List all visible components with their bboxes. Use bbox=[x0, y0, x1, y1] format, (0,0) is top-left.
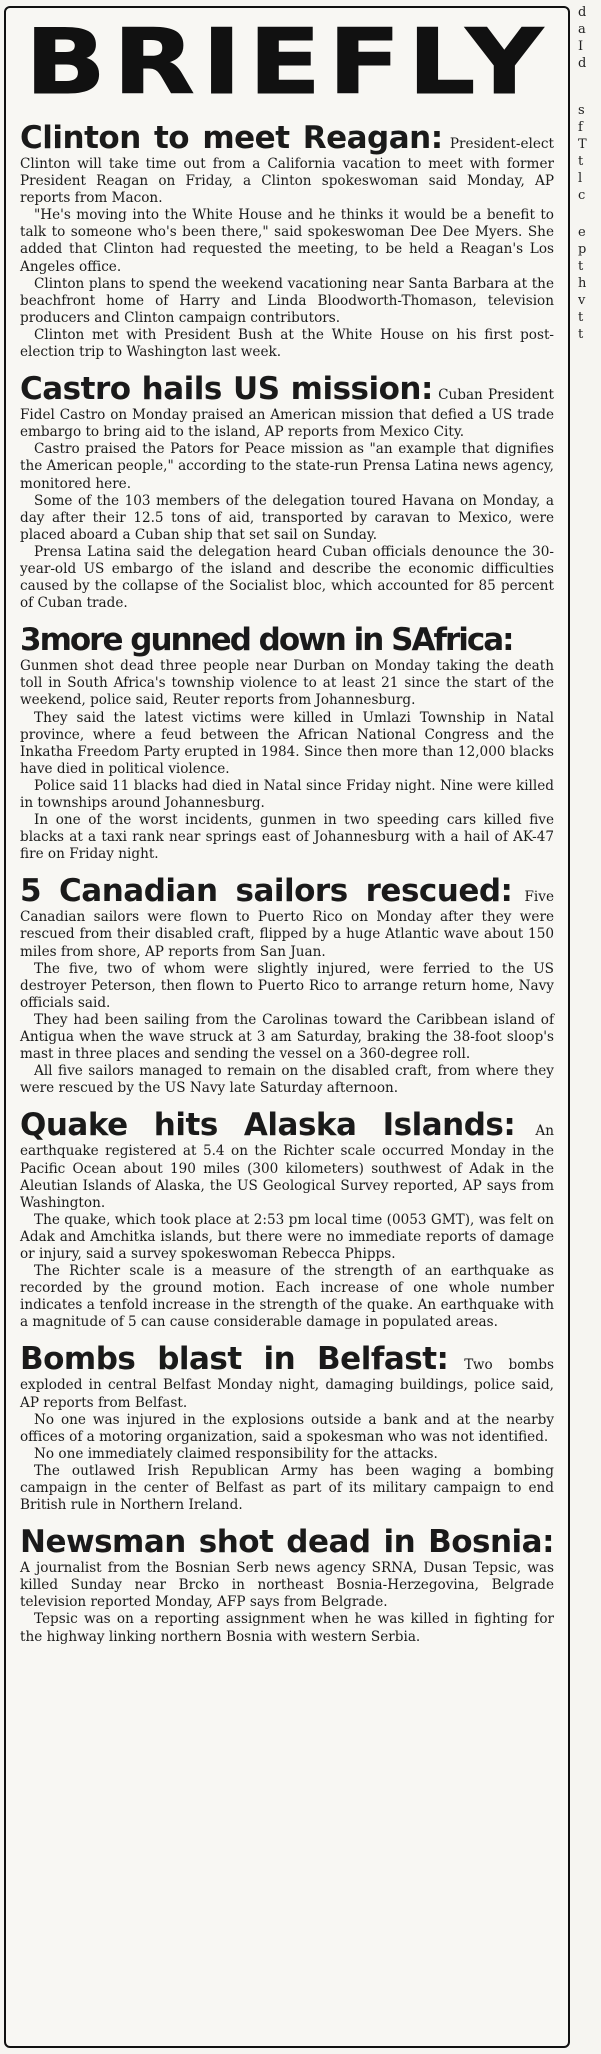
fragment-letter: d bbox=[578, 56, 587, 71]
story-paragraph: Clinton met with President Bush at the White House on his first post-election trip to Washington last week. bbox=[20, 326, 554, 361]
news-story bbox=[20, 371, 554, 612]
fragment-letter: s bbox=[578, 103, 585, 118]
story-headline: Castro hails US mission: bbox=[20, 371, 433, 408]
story-paragraph: The Richter scale is a measure of the strength of an earthquake as recorded by the ground motion. Each increase of one whole number indicates a tenfold increase in the strength of the quake. An earthquake with a magnitude of 5 can cause considerable damage in populated areas. bbox=[20, 1263, 554, 1331]
story-paragraph: No one was injured in the explosions outside a bank and at the nearby offices of a motoring organization, said a spokesman who was not identified. bbox=[20, 1411, 554, 1445]
story-paragraph: No one immediately claimed responsibility for the attacks. bbox=[34, 1445, 438, 1462]
fragment-letter: c bbox=[578, 188, 586, 203]
story-paragraph: "He's moving into the White House and he thinks it would be a benefit to talk to someone who's been there," said spokeswoman Dee Dee Myers. She added that Clinton had requested the meeting, to be held a Reagan's Los Angeles office. bbox=[20, 207, 554, 275]
story-paragraph: Some of the 103 members of the delegation toured Havana on Monday, a day after their 12.5 tons of aid, transported by caravan to Mexico, were placed aboard a Cuban ship that set sail on Sunday. bbox=[20, 492, 554, 543]
story-headline: 3more gunned down in SAfrica: bbox=[20, 622, 513, 659]
story-headline: Newsman shot dead in Bosnia: bbox=[20, 1524, 554, 1561]
fragment-letter: h bbox=[578, 276, 587, 291]
story-paragraph: The quake, which took place at 2:53 pm local time (0053 GMT), was felt on Adak and Amchitka islands, but there were no immediate reports of damage or injury, said a survey spokeswoman Rebecca Phipps. bbox=[20, 1211, 554, 1262]
fragment-letter: l bbox=[578, 171, 583, 186]
fragment-letter: e bbox=[578, 225, 586, 240]
story-paragraph: Police said 11 blacks had died in Natal since Friday night. Nine were killed in townships around Johannesburg. bbox=[20, 777, 554, 811]
fragment-letter: T bbox=[578, 137, 587, 152]
story-paragraph: The five, two of whom were slightly injured, were ferried to the US destroyer Peterson, then flown to Puerto Rico to arrange return home, Navy officials said. bbox=[20, 960, 554, 1011]
story-paragraph: Tepsic was on a reporting assignment when he was killed in fighting for the highway linking northern Bosnia with western Serbia. bbox=[20, 1611, 554, 1645]
story-paragraph: Five Canadian sailors were flown to Puerto Rico on Monday after they were rescued from their disabled craft, flipped by a huge Atlantic wave about 150 miles from shore, AP reports from San Juan. bbox=[20, 889, 554, 960]
story-headline: Clinton to meet Reagan: bbox=[20, 120, 443, 156]
fragment-letter: t bbox=[578, 327, 584, 342]
story-paragraph: All five sailors managed to remain on the disabled craft, from where they were rescued by the US Navy late Saturday afternoon. bbox=[20, 1063, 554, 1097]
adjacent-column-fragment bbox=[578, 0, 601, 2054]
story-paragraph: The outlawed Irish Republican Army has been waging a bombing campaign in the center of Belfast as part of its military campaign to end British rule in Northern Ireland. bbox=[20, 1462, 554, 1514]
story-paragraph: Cuban President Fidel Castro on Monday praised an American mission that defied a US trade embargo to bring aid to the island, AP reports from Mexico City. bbox=[20, 387, 554, 441]
story-paragraph: A journalist from the Bosnian Serb news agency SRNA, Dusan Tepsic, was killed Sunday near Brcko in northeast Bosnia-Herzegovina, Belgrade television reported Monday, AFP says from Belgrade. bbox=[20, 1560, 554, 1611]
news-story bbox=[20, 1107, 554, 1331]
fragment-letter: f bbox=[578, 120, 583, 135]
fragment-letter: I bbox=[578, 39, 584, 54]
news-story bbox=[20, 622, 554, 863]
masthead bbox=[20, 10, 554, 120]
fragment-letter: t bbox=[578, 154, 584, 169]
fragment-letter: t bbox=[578, 259, 584, 274]
news-story bbox=[20, 120, 554, 361]
fragment-letter: v bbox=[578, 293, 586, 308]
story-paragraph: President-elect Clinton will take time out from a California vacation to meet with former President Reagan on Friday, a Clinton spokeswoman said Monday, AP reports from Macon. bbox=[20, 136, 554, 207]
story-paragraph: They had been sailing from the Carolinas toward the Caribbean island of Antigua when the wave struck at 3 am Saturday, braking the 38-foot sloop's mast in three places and sending the vessel on a 360-degree roll. bbox=[20, 1011, 554, 1063]
fragment-letter: d bbox=[578, 5, 587, 20]
story-headline: Quake hits Alaska Islands: bbox=[20, 1107, 516, 1144]
story-headline: Bombs blast in Belfast: bbox=[20, 1341, 449, 1378]
story-paragraph: Clinton plans to spend the weekend vacationing near Santa Barbara at the beachfront home of Harry and Linda Bloodworth-Thomason, television producers and Clinton campaign contributors. bbox=[20, 275, 554, 326]
fragment-letter: a bbox=[578, 22, 586, 37]
story-headline: 5 Canadian sailors rescued: bbox=[20, 873, 513, 910]
story-paragraph: Prensa Latina said the delegation heard Cuban officials denounce the 30-year-old US embargo of the island and describe the economic difficulties caused by the collapse of the Socialist bloc, which accounted for 85 percent of Cuban trade. bbox=[20, 543, 554, 612]
fragment-letter: t bbox=[578, 310, 584, 325]
news-story bbox=[20, 873, 554, 1097]
briefly-news-column bbox=[4, 6, 570, 2048]
story-paragraph: They said the latest victims were killed in Umlazi Township in Natal province, where a feud between the African National Congress and the Inkatha Freedom Party erupted in 1984. Since then more than 12,000 blacks have died in political violence. bbox=[20, 709, 554, 777]
story-paragraph: Two bombs exploded in central Belfast Monday night, damaging buildings, police said, AP reports from Belfast. bbox=[20, 1357, 554, 1411]
story-paragraph: In one of the worst incidents, gunmen in two speeding cars killed five blacks at a taxi rank near springs east of Johannesburg with a hail of AK-47 fire on Friday night. bbox=[20, 812, 554, 863]
masthead-title: BRIEFLY bbox=[24, 10, 550, 115]
story-paragraph: An earthquake registered at 5.4 on the Richter scale occurred Monday in the Pacific Ocean about 190 miles (300 kilometers) southwest of Adak in the Aleutian Islands of Alaska, the US Geological Survey reported, AP says from Washington. bbox=[20, 1123, 554, 1211]
news-story bbox=[20, 1341, 554, 1514]
fragment-letter: p bbox=[578, 242, 587, 257]
story-paragraph: Castro praised the Pators for Peace mission as "an example that dignifies the American people," according to the state-run Prensa Latina news agency, monitored here. bbox=[20, 441, 554, 492]
story-paragraph: Gunmen shot dead three people near Durban on Monday taking the death toll in South Africa's township violence to at least 21 since the start of the weekend, police said, Reuter reports from Johannesburg. bbox=[20, 658, 554, 709]
news-story bbox=[20, 1524, 554, 1645]
